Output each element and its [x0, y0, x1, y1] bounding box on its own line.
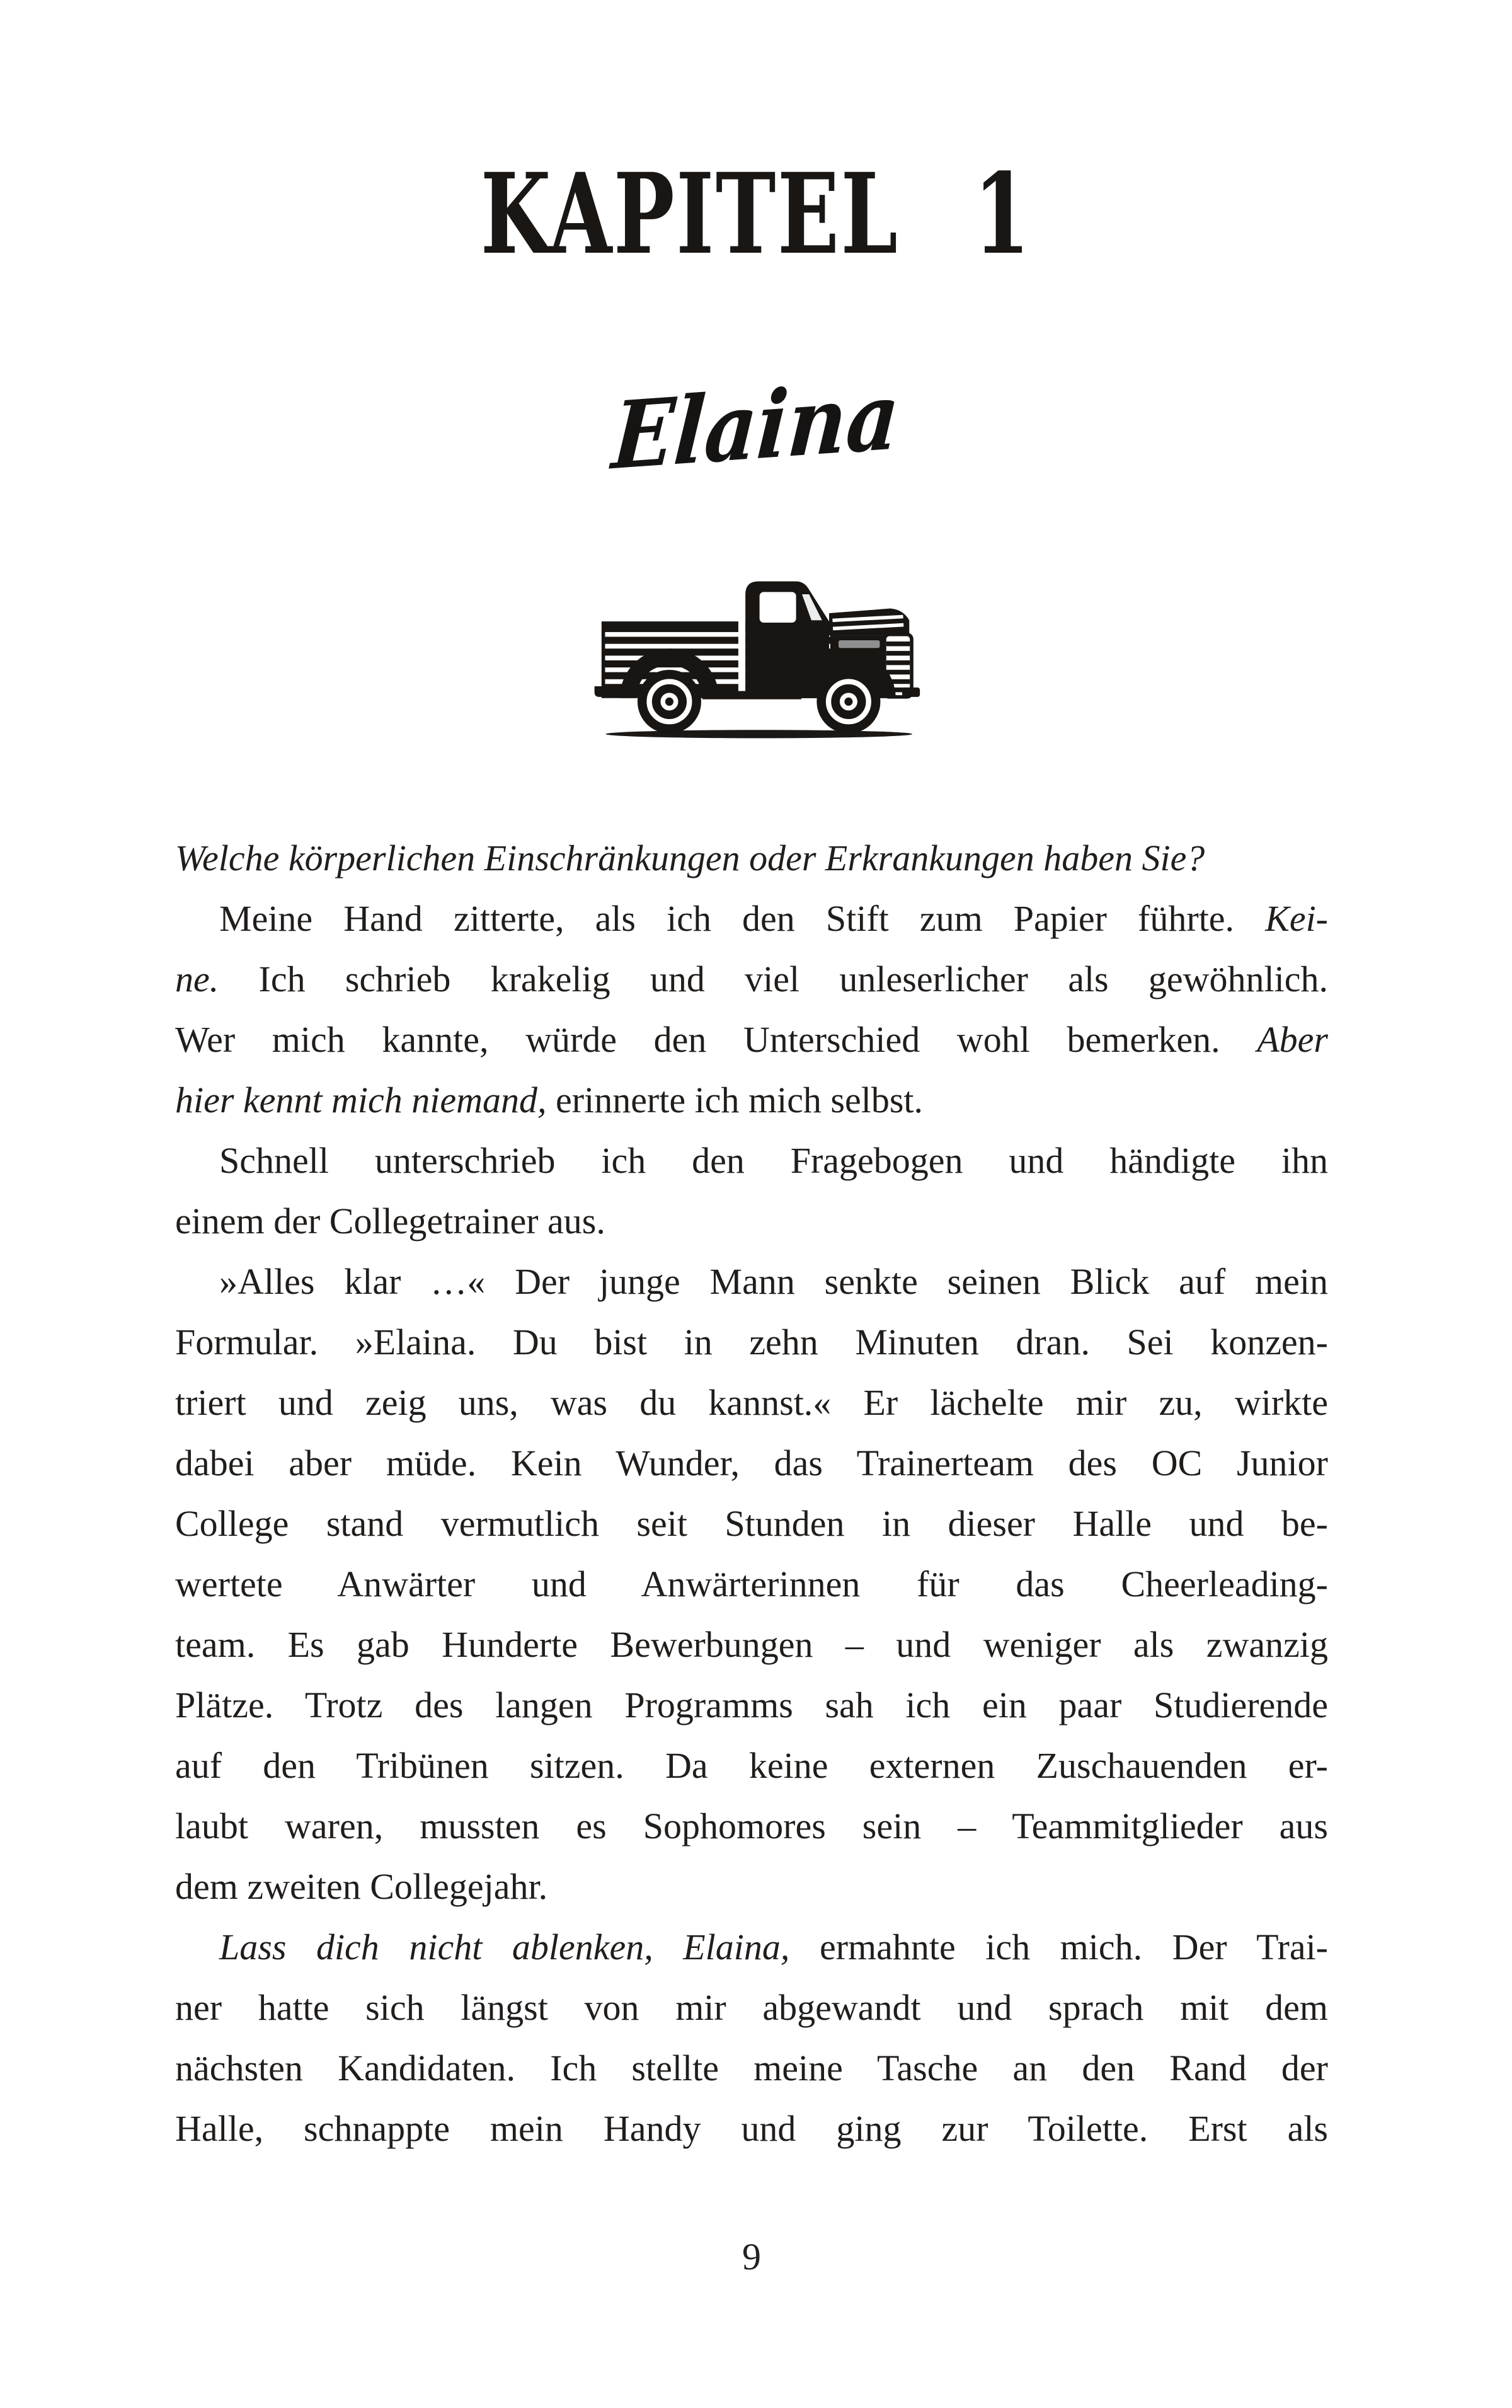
text-segment: Wer mich kannte, würde den Unterschied wohl bemerken. — [175, 1019, 1257, 1060]
text-line — [175, 1131, 1328, 1191]
chapter-title-text: KAPITEL 1 — [480, 149, 1032, 279]
text-line — [175, 1494, 1328, 1554]
pov-name — [0, 362, 1512, 491]
text-segment: ermahnte ich mich. Der Trai- — [789, 1927, 1328, 1967]
text-segment: nächsten Kandidaten. Ich stellte meine Tasche an den Rand der — [175, 2048, 1328, 2088]
text-segment: »Alles klar …« Der junge Mann senkte seinen Blick auf mein — [219, 1261, 1328, 1302]
italic-text-segment: Welche körperlichen Einschränkungen oder Erkrankungen haben Sie? — [175, 838, 1205, 879]
text-segment: wertete Anwärter und Anwärterinnen für das Cheerleading- — [175, 1564, 1328, 1604]
text-segment: Schnell unterschrieb ich den Fragebogen und händigte ihn — [219, 1140, 1328, 1181]
text-line — [175, 1252, 1328, 1312]
text-segment: laubt waren, mussten es Sophomores sein – Teammitglieder aus — [175, 1806, 1328, 1846]
text-segment: Ich schrieb krakelig und viel unleserlicher als gewöhnlich. — [219, 959, 1328, 999]
text-line — [175, 889, 1328, 949]
text-segment: Formular. »Elaina. Du bist in zehn Minuten dran. Sei konzen- — [175, 1322, 1328, 1362]
text-segment: dabei aber müde. Kein Wunder, das Trainerteam des OC Junior — [175, 1443, 1328, 1483]
pov-name-text: Elaina — [609, 362, 903, 491]
text-segment: einem der Collegetrainer aus. — [175, 1201, 605, 1241]
italic-text-segment: Kei- — [1265, 898, 1328, 939]
text-line — [175, 1070, 1328, 1131]
text-line — [175, 1433, 1328, 1494]
text-segment: ner hatte sich längst von mir abgewandt und sprach mit dem — [175, 1987, 1328, 2028]
text-segment: dem zweiten Collegejahr. — [175, 1866, 548, 1907]
text-line — [175, 1010, 1328, 1070]
body-text — [175, 828, 1328, 2159]
text-line — [175, 1978, 1328, 2038]
pickup-truck-icon — [591, 566, 921, 743]
pickup-truck-illustration — [591, 566, 921, 746]
text-line — [175, 1373, 1328, 1433]
text-line — [175, 1554, 1328, 1615]
text-line — [175, 1857, 1328, 1917]
text-line — [175, 949, 1328, 1010]
page-number: 9 — [742, 2236, 761, 2278]
text-line — [175, 1312, 1328, 1373]
text-segment: Halle, schnappte mein Handy und ging zur Toilette. Erst als — [175, 2108, 1328, 2149]
text-line — [175, 2099, 1328, 2159]
italic-text-segment: hier kennt mich niemand, — [175, 1080, 547, 1120]
text-line — [175, 1191, 1328, 1252]
text-line — [175, 828, 1328, 889]
text-line — [175, 1917, 1328, 1978]
text-segment: team. Es gab Hunderte Bewerbungen – und weniger als zwanzig — [175, 1624, 1328, 1665]
text-line — [175, 2038, 1328, 2099]
text-line — [175, 1736, 1328, 1796]
italic-text-segment: ne. — [175, 959, 219, 999]
italic-text-segment: Lass dich nicht ablenken, Elaina, — [219, 1927, 790, 1967]
text-segment: Plätze. Trotz des langen Programms sah ich ein paar Studierende — [175, 1685, 1328, 1725]
text-segment: Meine Hand zitterte, als ich den Stift zum Papier führte. — [219, 898, 1266, 939]
text-line — [175, 1615, 1328, 1675]
text-segment: auf den Tribünen sitzen. Da keine externen Zuschauenden er- — [175, 1745, 1328, 1786]
italic-text-segment: Aber — [1257, 1019, 1328, 1060]
text-segment: erinnerte ich mich selbst. — [546, 1080, 924, 1120]
text-line — [175, 1675, 1328, 1736]
text-line — [175, 1796, 1328, 1857]
chapter-title — [0, 149, 1512, 279]
text-segment: College stand vermutlich seit Stunden in dieser Halle und be- — [175, 1503, 1328, 1544]
text-segment: triert und zeig uns, was du kannst.« Er lächelte mir zu, wirkte — [175, 1382, 1328, 1423]
